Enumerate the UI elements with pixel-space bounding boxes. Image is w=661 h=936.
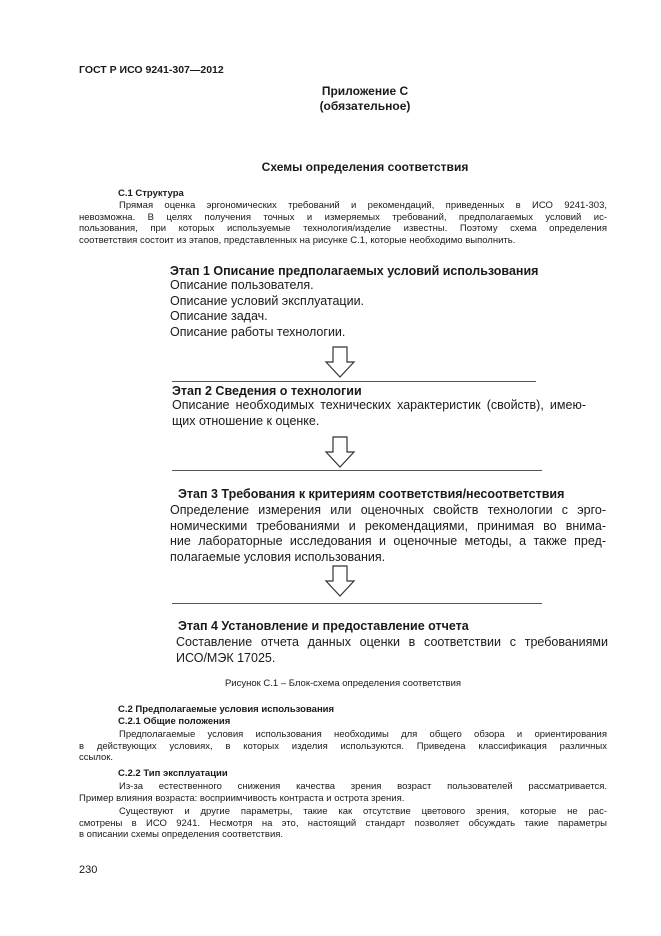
paragraph-line: Пример влияния возраста: восприимчивость контраста и острота зрения.: [79, 792, 405, 804]
stage-4-text: [176, 635, 608, 666]
stage-1-line: Описание задач.: [170, 309, 268, 323]
stage-2-title: Этап 2 Сведения о технологии: [172, 384, 362, 398]
section-c22-paragraph-2: [79, 806, 607, 841]
stage-2-line: щих отношение к оценке.: [172, 413, 320, 428]
paragraph-line: соответствия состоит из этапов, представленных на рисунке С.1, которые необходимо выполнить.: [79, 234, 516, 246]
stage-1-line: Описание пользователя.: [170, 278, 314, 292]
stage-3-line: номическими требованиями и рекомендациями, принимая во внима-: [170, 518, 606, 533]
stage-1-line: Описание условий эксплуатации.: [170, 293, 365, 308]
paragraph-line: пользования, при которых используемые технология/изделие известны. Поэтому схема определения: [79, 223, 607, 234]
stage-2-text: [172, 398, 586, 429]
stage-divider: [172, 381, 536, 382]
page-title: Схемы определения соответствия: [261, 160, 469, 174]
subsection-heading-c21: С.2.1 Общие положения: [118, 716, 231, 727]
paragraph-line: Предполагаемые условия использования необходимы для общего обзора и ориентирования: [119, 729, 607, 740]
stage-divider: [172, 603, 542, 604]
down-arrow-icon: [325, 565, 355, 597]
paragraph-line: невозможна. В целях получения точных и измеряемых требований, предполагаемых условий ис-: [79, 211, 607, 223]
stage-4-line: Составление отчета данных оценки в соответствии с требованиями: [176, 635, 608, 649]
flowchart-stage-3: [178, 487, 608, 501]
paragraph-line: в описании схемы определения соответствия.: [79, 829, 284, 840]
stage-3-line: полагаемые условия использования.: [170, 549, 386, 564]
paragraph-line: Существуют и другие параметры, такие как отсутствие цветового зрения, которые не рас-: [119, 806, 607, 817]
section-heading-c1: С.1 Структура: [118, 188, 184, 199]
stage-3-line: ние лабораторные исследования и оценочные методы, а также пред-: [170, 534, 606, 548]
figure-caption: Рисунок С.1 – Блок-схема определения соответствия: [224, 678, 462, 689]
paragraph-line: ссылок.: [79, 752, 114, 763]
paragraph-line: Прямая оценка эргономических требований и рекомендаций, приведенных в ИСО 9241-303,: [119, 200, 607, 211]
annex-subtitle: (обязательное): [319, 99, 411, 113]
section-c21-paragraph: [79, 729, 607, 764]
down-arrow-icon: [325, 436, 355, 468]
down-arrow-icon: [325, 346, 355, 378]
flowchart-stage-2: [172, 384, 612, 429]
section-c1-paragraph: [79, 200, 607, 246]
section-c22-paragraph-1: [79, 781, 607, 804]
stage-1-title: Этап 1 Описание предполагаемых условий использования: [170, 264, 539, 278]
document-header: ГОСТ Р ИСО 9241-307—2012: [79, 64, 224, 76]
paragraph-line: смотрены в ИСО 9241. Несмотря на это, настоящий стандарт позволяет обсуждать такие параметры: [79, 817, 607, 829]
stage-3-line: Определение измерения или оценочных свойств технологии с эрго-: [170, 503, 606, 517]
stage-1-text: [170, 278, 610, 340]
flowchart-stage-1: [170, 264, 610, 340]
stage-divider: [172, 470, 542, 471]
section-heading-c2: С.2 Предполагаемые условия использования: [118, 704, 335, 715]
stage-2-line: Описание необходимых технических характеристик (свойств), имею-: [172, 398, 586, 412]
paragraph-line: Из-за естественного снижения качества зрения возраст пользователей рассматривается.: [119, 781, 607, 792]
page-number: 230: [79, 864, 98, 876]
stage-1-line: Описание работы технологии.: [170, 324, 346, 339]
annex-title: Приложение С: [321, 84, 409, 98]
subsection-heading-c22: С.2.2 Тип эксплуатации: [118, 768, 228, 779]
stage-3-title: Этап 3 Требования к критериям соответствия/несоответствия: [178, 487, 565, 501]
flowchart-stage-4: [178, 619, 608, 633]
stage-3-text: [170, 503, 606, 565]
stage-4-line: ИСО/МЭК 17025.: [176, 650, 276, 665]
stage-4-title: Этап 4 Установление и предоставление отчета: [178, 619, 469, 633]
paragraph-line: в действующих условиях, в которых изделия используются. Приведена классификация различных: [79, 740, 607, 752]
